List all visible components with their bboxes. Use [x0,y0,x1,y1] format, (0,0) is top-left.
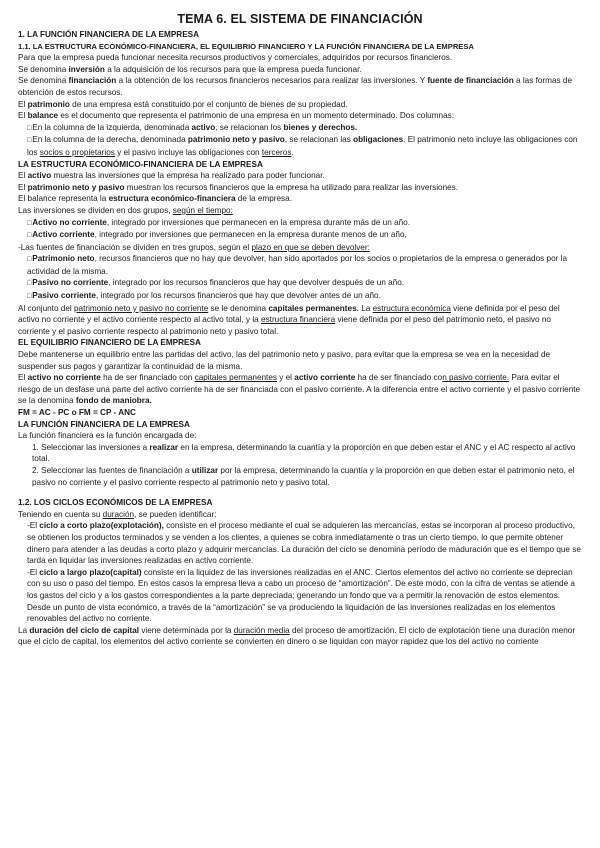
paragraph-equilibrio: Debe mantenerse un equilibrio entre las partidas del activo, las del patrimonio neto y pasivo, para evitar que la empresa se vea en la necesidad de suspender sus pagos y garantizar la continuidad de la misma. [18,350,551,371]
formula-fondo-maniobra: FM = AC - PC o FM = CP - ANC [18,408,136,417]
paragraph-ciclo-corto: -El ciclo a corto plazo(explotación), consiste en el proceso mediante el cual se adquieren las mercancías, estas se incorporan al proceso productivo, se obtienen los productos terminados y se venden a los clientes, a quienes se cobra inmediatamente o tras un cierto tiempo, lo que permite obtener dinero para atender a las deudas a corto plazo y adquirir mercancías. La duración del ciclo se denomina período de maduración que es el tiempo que se tarda en liquidar las inversiones realizadas en activo corriente. [27,521,581,566]
bullet-activo-no-corriente: □ Activo no corriente, integrado por inversiones que permanecen en la empresa durante más de un año. [18,217,582,230]
bullet-patrimonio-neto: □ Patrimonio neto, recursos financieros que no hay que devolver, han sido aportados por los socios o propietarios de la empresa o generados por la actividad de la misma. [18,253,582,277]
bullet-pasivo-corriente: □ Pasivo corriente, integrado por los recursos financieros que hay que devolver antes de un año. [18,290,582,303]
subsection-heading-1-1: 1.1. LA ESTRUCTURA ECONÓMICO-FINANCIERA, EL EQUILIBRIO FINANCIERO Y LA FUNCIÓN FINANCIERA DE LA EMPRESA [18,41,474,51]
bullet-pasivo-no-corriente: □ Pasivo no corriente, integrado por los recursos financieros que hay que devolver después de un año. [18,277,582,290]
paragraph-balance: El balance es el documento que representa el patrimonio de una empresa en un momento determinado. Dos columnas: [18,111,455,121]
heading-funcion-financiera: LA FUNCIÓN FINANCIERA DE LA EMPRESA [18,419,190,429]
list-item-2: 2. Seleccionar las fuentes de financiación a utilizar por la empresa, determinando la cuantía y la proporción en que deben estar el patrimonio neto, el pasivo no corriente y el pasivo corriente respecto al patrimonio neto y pasivo total. [32,465,575,487]
paragraph-capitales-permanentes: Al conjunto del patrimonio neto y pasivo no corriente se le denomina capitales permanentes. La estructura económica viene definida por el peso del activo no corriente y el activo corriente respecto al activo total, y la estructura financiera viene definida por el peso del patrimonio neto, el pasivo no corriente y el pasivo corriente respecto al patrimonio neto y pasivo total. [18,303,560,336]
document-title: TEMA 6. EL SISTEMA DE FINANCIACIÓN [177,12,423,26]
paragraph-fuentes: -Las fuentes de financiación se dividen en tres grupos, según el plazo en que se deben devolver: [18,242,370,252]
paragraph-financiacion: Se denomina financiación a la obtención de los recursos financieros necesarios para realizar las inversiones. Y fuente de financiación a las formas de obtención de estos recursos. [18,76,572,97]
paragraph-pn-pasivo: El patrimonio neto y pasivo muestran los recursos financieros que la empresa ha utilizado para realizar las inversiones. [18,182,459,192]
spacer [18,488,582,497]
heading-estructura: LA ESTRUCTURA ECONÓMICO-FINANCIERA DE LA EMPRESA [18,159,263,169]
section-heading-1: 1. LA FUNCIÓN FINANCIERA DE LA EMPRESA [18,30,200,39]
paragraph-ciclo-largo: -El ciclo a largo plazo(capital) consiste en la liquidez de las inversiones realizadas en el ANC. Ciertos elementos del activo no corriente se deprecian con su uso o paso del tiempo. En estos casos la empresa lleva a cabo un proceso de “amortización”. De este modo, con la cifra de ventas se atiende a los gastos del ciclo y a los gastos correspondientes a la parte depreciada; generando un fondo que va a permitir la renovación de estos elementos. Desde un punto de vista económico, a través de la “amortización” se va produciendo la liquidación de las inversiones realizadas en los elementos renovables del activo no corriente. [27,567,575,624]
paragraph: Para que la empresa pueda funcionar necesita recursos productivos y comerciales, adquiridos por recursos financieros. [18,53,453,63]
paragraph-inversion: Se denomina inversión a la adquisición de los recursos para que la empresa pueda funcionar. [18,64,362,74]
heading-equilibrio: EL EQUILIBRIO FINANCIERO DE LA EMPRESA [18,338,201,348]
bullet-activo: □ En la columna de la izquierda, denominada activo, se relacionan los bienes y derechos. [18,122,582,135]
paragraph-duracion: Teniendo en cuenta su duración, se pueden identificar: [18,509,217,519]
paragraph-inversiones-grupos: Las inversiones se dividen en dos grupos, según el tiempo: [18,205,233,215]
paragraph-funcion: La función financiera es la función encargada de: [18,431,197,441]
bullet-activo-corriente: □ Activo corriente, integrado por inversiones que permanecen en la empresa durante menos de un año, [18,229,582,242]
paragraph-activo: El activo muestra las inversiones que la empresa ha realizado para poder funcionar. [18,171,325,181]
paragraph-patrimonio: El patrimonio de una empresa está constituido por el conjunto de bienes de su propiedad. [18,99,348,109]
paragraph-balance-estructura: El balance representa la estructura económico-financiera de la empresa. [18,194,292,204]
subsection-heading-1-2: 1.2. LOS CICLOS ECONÓMICOS DE LA EMPRESA [18,498,213,508]
paragraph-duracion-ciclo-capital: La duración del ciclo de capital viene determinada por la duración media del proceso de amortización. El ciclo de explotación tiene una duración menor que el ciclo de capital, los elementos del activo corriente se convierten en dinero o se liquidan con mayor rapidez que los del activo no corriente [18,625,576,647]
paragraph-fondo-maniobra: El activo no corriente ha de ser financiado con capitales permanentes y el activo corriente ha de ser financiado con pasivo corriente. Para evitar el riesgo de un desfase una parte del activo corriente ha de ser financiada con el pasivo corriente. A la diferencia entre el activo corriente y el pasivo corriente se la denomina fondo de maniobra. [18,373,581,406]
bullet-patrimonio-neto-pasivo: □ En la columna de la derecha, denominada patrimonio neto y pasivo, se relacionan las obligaciones. El patrimonio neto incluye las obligaciones con los socios o propietarios y el pasivo incluye las obligaciones con terceros. [18,134,582,158]
list-item-1: 1. Seleccionar las inversiones a realizar en la empresa, determinando la cuantía y la proporción en que deben estar el ANC y el AC respecto al activo total. [32,442,576,464]
